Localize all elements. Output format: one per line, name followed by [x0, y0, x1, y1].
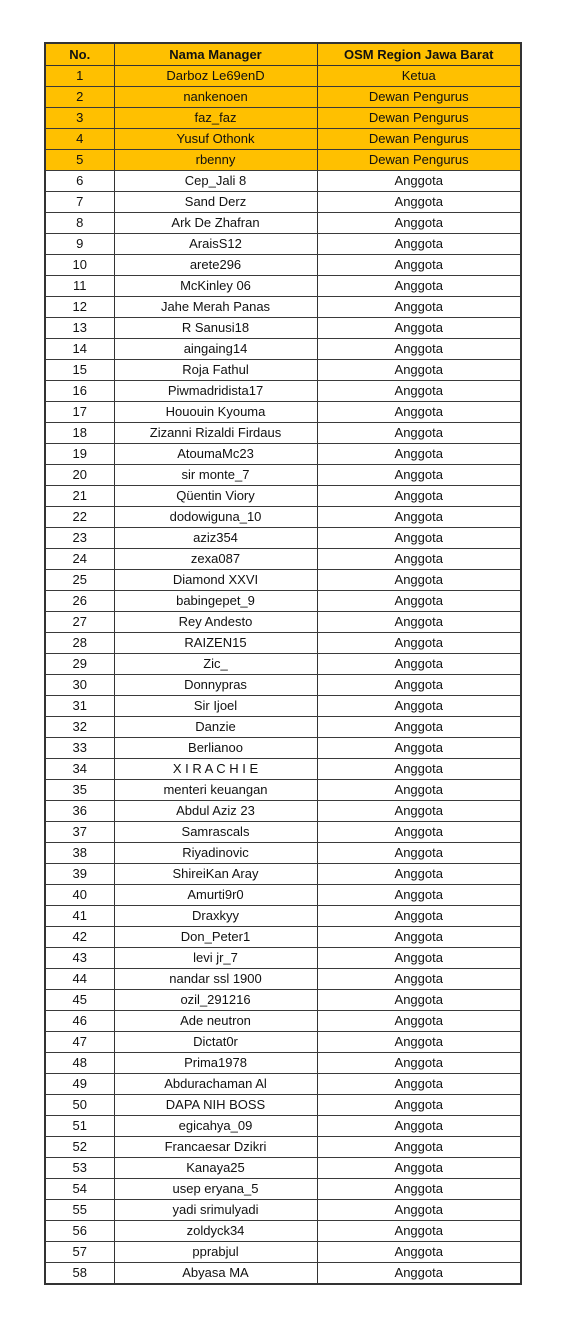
- table-row: [45, 129, 521, 150]
- cell-manager-name: sir monte_7: [114, 465, 317, 486]
- table-row: [45, 339, 521, 360]
- cell-role: Anggota: [317, 1263, 521, 1285]
- table-row: [45, 1200, 521, 1221]
- cell-no: 31: [45, 696, 114, 717]
- cell-no: 8: [45, 213, 114, 234]
- cell-manager-name: levi jr_7: [114, 948, 317, 969]
- table-row: [45, 717, 521, 738]
- table-row: [45, 318, 521, 339]
- cell-role: Dewan Pengurus: [317, 108, 521, 129]
- cell-no: 32: [45, 717, 114, 738]
- cell-no: 41: [45, 906, 114, 927]
- cell-role: Anggota: [317, 360, 521, 381]
- cell-no: 14: [45, 339, 114, 360]
- table-row: [45, 780, 521, 801]
- cell-no: 44: [45, 969, 114, 990]
- cell-no: 38: [45, 843, 114, 864]
- table-row: [45, 423, 521, 444]
- cell-no: 15: [45, 360, 114, 381]
- table-row: [45, 1137, 521, 1158]
- cell-role: Ketua: [317, 66, 521, 87]
- table-row: [45, 486, 521, 507]
- cell-no: 19: [45, 444, 114, 465]
- cell-role: Anggota: [317, 591, 521, 612]
- table-row: [45, 822, 521, 843]
- table-row: [45, 150, 521, 171]
- cell-role: Anggota: [317, 633, 521, 654]
- table-row: [45, 1116, 521, 1137]
- cell-no: 55: [45, 1200, 114, 1221]
- cell-manager-name: DAPA NIH BOSS: [114, 1095, 317, 1116]
- table-row: [45, 906, 521, 927]
- cell-role: Anggota: [317, 528, 521, 549]
- cell-role: Anggota: [317, 885, 521, 906]
- table-row: [45, 1179, 521, 1200]
- cell-manager-name: Sand Derz: [114, 192, 317, 213]
- cell-no: 56: [45, 1221, 114, 1242]
- cell-role: Anggota: [317, 549, 521, 570]
- cell-manager-name: Abyasa MA: [114, 1263, 317, 1285]
- cell-no: 20: [45, 465, 114, 486]
- cell-no: 49: [45, 1074, 114, 1095]
- cell-no: 54: [45, 1179, 114, 1200]
- cell-manager-name: Rey Andesto: [114, 612, 317, 633]
- cell-manager-name: usep eryana_5: [114, 1179, 317, 1200]
- cell-no: 27: [45, 612, 114, 633]
- cell-no: 36: [45, 801, 114, 822]
- cell-role: Anggota: [317, 1011, 521, 1032]
- cell-no: 11: [45, 276, 114, 297]
- cell-no: 57: [45, 1242, 114, 1263]
- cell-no: 47: [45, 1032, 114, 1053]
- table-row: [45, 1074, 521, 1095]
- table-row: [45, 402, 521, 423]
- table-row: [45, 654, 521, 675]
- cell-role: Dewan Pengurus: [317, 87, 521, 108]
- cell-no: 18: [45, 423, 114, 444]
- table-row: [45, 444, 521, 465]
- cell-no: 13: [45, 318, 114, 339]
- cell-manager-name: ozil_291216: [114, 990, 317, 1011]
- cell-no: 16: [45, 381, 114, 402]
- cell-manager-name: egicahya_09: [114, 1116, 317, 1137]
- cell-no: 53: [45, 1158, 114, 1179]
- cell-role: Anggota: [317, 570, 521, 591]
- cell-no: 34: [45, 759, 114, 780]
- cell-manager-name: Ark De Zhafran: [114, 213, 317, 234]
- header-role: OSM Region Jawa Barat: [317, 43, 521, 66]
- cell-role: Anggota: [317, 255, 521, 276]
- table-row: [45, 1095, 521, 1116]
- table-row: [45, 1242, 521, 1263]
- cell-manager-name: Hououin Kyouma: [114, 402, 317, 423]
- table-row: [45, 1263, 521, 1285]
- cell-manager-name: Don_Peter1: [114, 927, 317, 948]
- cell-manager-name: AraisS12: [114, 234, 317, 255]
- cell-manager-name: zoldyck34: [114, 1221, 317, 1242]
- cell-no: 1: [45, 66, 114, 87]
- cell-manager-name: rbenny: [114, 150, 317, 171]
- table-row: [45, 255, 521, 276]
- table-row: [45, 213, 521, 234]
- cell-role: Anggota: [317, 969, 521, 990]
- table-row: [45, 927, 521, 948]
- table-row: [45, 1158, 521, 1179]
- cell-no: 17: [45, 402, 114, 423]
- cell-no: 5: [45, 150, 114, 171]
- table-row: [45, 570, 521, 591]
- table-row: [45, 864, 521, 885]
- cell-no: 10: [45, 255, 114, 276]
- cell-role: Anggota: [317, 171, 521, 192]
- cell-manager-name: pprabjul: [114, 1242, 317, 1263]
- cell-no: 37: [45, 822, 114, 843]
- cell-no: 33: [45, 738, 114, 759]
- cell-role: Anggota: [317, 1242, 521, 1263]
- cell-role: Anggota: [317, 1158, 521, 1179]
- cell-no: 21: [45, 486, 114, 507]
- table-row: [45, 990, 521, 1011]
- cell-manager-name: arete296: [114, 255, 317, 276]
- cell-no: 51: [45, 1116, 114, 1137]
- cell-role: Anggota: [317, 1053, 521, 1074]
- table-row: [45, 66, 521, 87]
- table-row: [45, 297, 521, 318]
- cell-no: 28: [45, 633, 114, 654]
- table-row: [45, 528, 521, 549]
- cell-manager-name: dodowiguna_10: [114, 507, 317, 528]
- cell-no: 48: [45, 1053, 114, 1074]
- cell-role: Anggota: [317, 1137, 521, 1158]
- table-row: [45, 1032, 521, 1053]
- header-no: No.: [45, 43, 114, 66]
- table-row: [45, 612, 521, 633]
- cell-no: 35: [45, 780, 114, 801]
- table-row: [45, 108, 521, 129]
- cell-role: Anggota: [317, 654, 521, 675]
- cell-no: 22: [45, 507, 114, 528]
- cell-role: Anggota: [317, 318, 521, 339]
- cell-manager-name: McKinley 06: [114, 276, 317, 297]
- cell-manager-name: Riyadinovic: [114, 843, 317, 864]
- table-body: [45, 66, 521, 1285]
- table-row: [45, 171, 521, 192]
- table-row: [45, 234, 521, 255]
- cell-manager-name: menteri keuangan: [114, 780, 317, 801]
- cell-manager-name: Danzie: [114, 717, 317, 738]
- cell-role: Anggota: [317, 234, 521, 255]
- cell-role: Anggota: [317, 1116, 521, 1137]
- header-row: [45, 43, 521, 66]
- cell-no: 26: [45, 591, 114, 612]
- cell-manager-name: X I R A C H I E: [114, 759, 317, 780]
- table-row: [45, 360, 521, 381]
- cell-manager-name: Sir Ijoel: [114, 696, 317, 717]
- table-row: [45, 192, 521, 213]
- cell-role: Anggota: [317, 612, 521, 633]
- cell-no: 45: [45, 990, 114, 1011]
- cell-manager-name: Ade neutron: [114, 1011, 317, 1032]
- cell-role: Anggota: [317, 192, 521, 213]
- table-row: [45, 1011, 521, 1032]
- cell-manager-name: zexa087: [114, 549, 317, 570]
- cell-no: 52: [45, 1137, 114, 1158]
- cell-manager-name: ShireiKan Aray: [114, 864, 317, 885]
- table-row: [45, 507, 521, 528]
- table-row: [45, 276, 521, 297]
- cell-role: Anggota: [317, 1200, 521, 1221]
- table-row: [45, 1053, 521, 1074]
- cell-role: Anggota: [317, 486, 521, 507]
- cell-role: Anggota: [317, 423, 521, 444]
- cell-manager-name: RAIZEN15: [114, 633, 317, 654]
- cell-role: Anggota: [317, 1095, 521, 1116]
- cell-no: 43: [45, 948, 114, 969]
- cell-role: Anggota: [317, 465, 521, 486]
- cell-role: Anggota: [317, 675, 521, 696]
- cell-no: 29: [45, 654, 114, 675]
- cell-role: Anggota: [317, 738, 521, 759]
- cell-role: Anggota: [317, 1221, 521, 1242]
- cell-role: Anggota: [317, 339, 521, 360]
- cell-manager-name: Donnypras: [114, 675, 317, 696]
- table-row: [45, 969, 521, 990]
- cell-role: Anggota: [317, 297, 521, 318]
- cell-no: 9: [45, 234, 114, 255]
- cell-manager-name: Abdurachaman Al: [114, 1074, 317, 1095]
- cell-role: Anggota: [317, 759, 521, 780]
- table-row: [45, 87, 521, 108]
- cell-manager-name: Kanaya25: [114, 1158, 317, 1179]
- header-name: Nama Manager: [114, 43, 317, 66]
- cell-manager-name: Francaesar Dzikri: [114, 1137, 317, 1158]
- cell-role: Anggota: [317, 1074, 521, 1095]
- cell-manager-name: Diamond XXVI: [114, 570, 317, 591]
- cell-manager-name: Samrascals: [114, 822, 317, 843]
- cell-manager-name: AtoumaMc23: [114, 444, 317, 465]
- cell-role: Anggota: [317, 444, 521, 465]
- cell-manager-name: Zic_: [114, 654, 317, 675]
- cell-role: Anggota: [317, 864, 521, 885]
- table-row: [45, 696, 521, 717]
- cell-role: Anggota: [317, 717, 521, 738]
- cell-no: 7: [45, 192, 114, 213]
- table-row: [45, 591, 521, 612]
- cell-manager-name: Zizanni Rizaldi Firdaus: [114, 423, 317, 444]
- cell-no: 42: [45, 927, 114, 948]
- cell-no: 23: [45, 528, 114, 549]
- cell-role: Dewan Pengurus: [317, 150, 521, 171]
- cell-role: Anggota: [317, 696, 521, 717]
- table-row: [45, 885, 521, 906]
- table-row: [45, 381, 521, 402]
- table-row: [45, 675, 521, 696]
- cell-manager-name: Yusuf Othonk: [114, 129, 317, 150]
- table-row: [45, 948, 521, 969]
- table-row: [45, 465, 521, 486]
- cell-no: 30: [45, 675, 114, 696]
- cell-no: 58: [45, 1263, 114, 1285]
- cell-no: 39: [45, 864, 114, 885]
- manager-roster-table: [44, 42, 522, 1285]
- table-row: [45, 549, 521, 570]
- cell-manager-name: Draxkyy: [114, 906, 317, 927]
- cell-no: 25: [45, 570, 114, 591]
- cell-manager-name: nandar ssl 1900: [114, 969, 317, 990]
- cell-no: 46: [45, 1011, 114, 1032]
- cell-no: 3: [45, 108, 114, 129]
- cell-role: Anggota: [317, 927, 521, 948]
- table-header: [45, 43, 521, 66]
- cell-role: Anggota: [317, 213, 521, 234]
- cell-role: Anggota: [317, 948, 521, 969]
- cell-manager-name: Abdul Aziz 23: [114, 801, 317, 822]
- cell-role: Anggota: [317, 990, 521, 1011]
- cell-role: Anggota: [317, 822, 521, 843]
- cell-role: Anggota: [317, 1032, 521, 1053]
- cell-manager-name: Prima1978: [114, 1053, 317, 1074]
- cell-no: 40: [45, 885, 114, 906]
- cell-manager-name: Jahe Merah Panas: [114, 297, 317, 318]
- cell-manager-name: Roja Fathul: [114, 360, 317, 381]
- cell-manager-name: babingepet_9: [114, 591, 317, 612]
- cell-no: 2: [45, 87, 114, 108]
- cell-role: Anggota: [317, 780, 521, 801]
- cell-manager-name: faz_faz: [114, 108, 317, 129]
- cell-role: Anggota: [317, 276, 521, 297]
- cell-manager-name: nankenoen: [114, 87, 317, 108]
- cell-manager-name: Dictat0r: [114, 1032, 317, 1053]
- cell-role: Anggota: [317, 1179, 521, 1200]
- cell-no: 4: [45, 129, 114, 150]
- cell-no: 24: [45, 549, 114, 570]
- cell-role: Dewan Pengurus: [317, 129, 521, 150]
- cell-no: 6: [45, 171, 114, 192]
- cell-role: Anggota: [317, 381, 521, 402]
- table-row: [45, 738, 521, 759]
- cell-role: Anggota: [317, 843, 521, 864]
- cell-manager-name: aziz354: [114, 528, 317, 549]
- cell-manager-name: Darboz Le69enD: [114, 66, 317, 87]
- cell-manager-name: R Sanusi18: [114, 318, 317, 339]
- cell-manager-name: yadi srimulyadi: [114, 1200, 317, 1221]
- cell-manager-name: Qüentin Viory: [114, 486, 317, 507]
- cell-no: 50: [45, 1095, 114, 1116]
- cell-manager-name: Berlianoo: [114, 738, 317, 759]
- cell-role: Anggota: [317, 801, 521, 822]
- table-row: [45, 801, 521, 822]
- cell-manager-name: Piwmadridista17: [114, 381, 317, 402]
- cell-role: Anggota: [317, 906, 521, 927]
- cell-manager-name: aingaing14: [114, 339, 317, 360]
- cell-no: 12: [45, 297, 114, 318]
- cell-role: Anggota: [317, 402, 521, 423]
- table-row: [45, 633, 521, 654]
- table-row: [45, 1221, 521, 1242]
- cell-manager-name: Amurti9r0: [114, 885, 317, 906]
- cell-manager-name: Cep_Jali 8: [114, 171, 317, 192]
- table-row: [45, 759, 521, 780]
- table-row: [45, 843, 521, 864]
- cell-role: Anggota: [317, 507, 521, 528]
